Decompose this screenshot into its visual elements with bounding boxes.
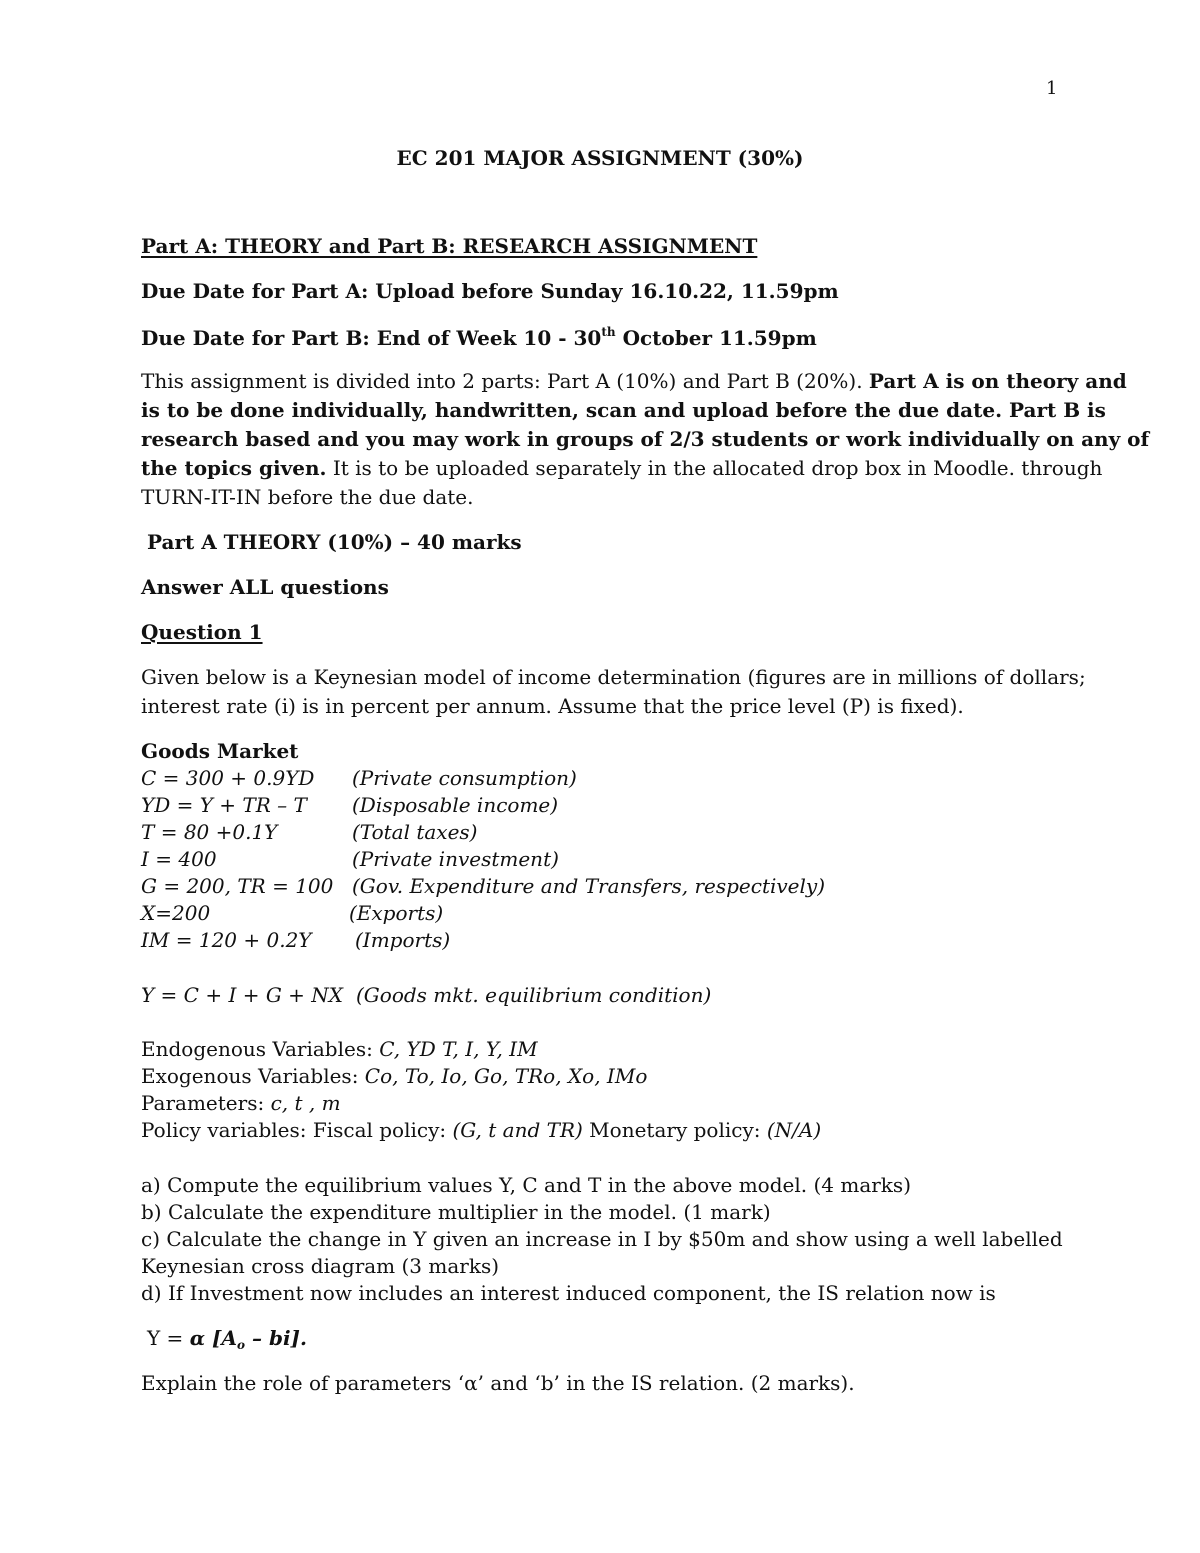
monetary-policy-label: Monetary policy:	[582, 1118, 767, 1142]
due-b-text-end: October 11.59pm	[615, 326, 817, 350]
sub-question-c-line-2: Keynesian cross diagram (3 marks)	[141, 1254, 500, 1278]
parameters	[141, 1093, 341, 1113]
goods-market-heading: Goods Market	[141, 739, 299, 763]
due-date-part-a: Due Date for Part A: Upload before Sunday 16.10.22, 11.59pm	[141, 279, 839, 303]
is-relation-equation	[147, 1328, 307, 1351]
equation-exports: X=200	[141, 901, 211, 925]
question-1-label: Question 1	[141, 620, 263, 644]
parameters-label: Parameters:	[141, 1091, 271, 1115]
is-relation-subscript: o	[237, 1338, 246, 1352]
policy-variables	[141, 1120, 821, 1140]
sub-question-c-line-1: c) Calculate the change in Y given an increase in I by $50m and show using a well labelled	[141, 1227, 1063, 1251]
equation-imports: IM = 120 + 0.2Y	[141, 928, 312, 952]
equation-exports-desc: (Exports)	[349, 901, 444, 925]
intro-line-1-bold: Part A is on theory and	[868, 369, 1127, 393]
equation-disposable-income-desc: (Disposable income)	[352, 793, 559, 817]
intro-line-5: TURN-IT-IN before the due date.	[141, 485, 474, 509]
equation-government: G = 200, TR = 100	[141, 874, 334, 898]
equation-taxes-desc: (Total taxes)	[352, 820, 478, 844]
is-relation-rest: – bi].	[245, 1326, 307, 1350]
intro-line-1-normal: This assignment is divided into 2 parts: Part A (10%) and Part B (20%).	[141, 369, 869, 393]
endogenous-value: C, YD T, I, Y, IM	[379, 1037, 538, 1061]
equation-consumption-desc: (Private consumption)	[352, 766, 577, 790]
exogenous-variables	[141, 1066, 647, 1086]
answer-all-heading: Answer ALL questions	[141, 575, 389, 599]
due-b-text: Due Date for Part B: End of Week 10 - 30	[141, 326, 602, 350]
equilibrium-equation: Y = C + I + G + NX	[141, 983, 344, 1007]
equation-government-desc: (Gov. Expenditure and Transfers, respectively)	[352, 874, 826, 898]
is-relation-y: Y =	[147, 1326, 190, 1350]
intro-line-4-normal: It is to be uploaded separately in the allocated drop box in Moodle. through	[326, 456, 1103, 480]
equation-consumption: C = 300 + 0.9YD	[141, 766, 315, 790]
intro-line-4-bold: the topics given.	[141, 456, 327, 480]
exogenous-label: Exogenous Variables:	[141, 1064, 365, 1088]
exogenous-value: Co, To, Io, Go, TRo, Xo, IMo	[364, 1064, 648, 1088]
intro-line-1	[141, 371, 1127, 391]
sub-question-d: d) If Investment now includes an interest induced component, the IS relation now is	[141, 1281, 996, 1305]
parameters-value: c, t , m	[270, 1091, 341, 1115]
endogenous-label: Endogenous Variables:	[141, 1037, 380, 1061]
intro-line-4	[141, 458, 1102, 478]
explain-question: Explain the role of parameters ‘α’ and ‘b’ in the IS relation. (2 marks).	[141, 1371, 855, 1395]
question-text-line-2: interest rate (i) is in percent per annum. Assume that the price level (P) is fixed).	[141, 694, 964, 718]
equation-taxes: T = 80 +0.1Y	[141, 820, 278, 844]
equation-investment: I = 400	[141, 847, 217, 871]
equation-investment-desc: (Private investment)	[352, 847, 559, 871]
question-text-line-1: Given below is a Keynesian model of income determination (figures are in millions of dollars;	[141, 665, 1086, 689]
due-date-part-b	[141, 326, 817, 348]
policy-label: Policy variables: Fiscal policy:	[141, 1118, 453, 1142]
endogenous-variables	[141, 1039, 538, 1059]
equilibrium-desc: (Goods mkt. equilibrium condition)	[356, 983, 712, 1007]
page-number: 1	[1046, 78, 1058, 99]
equation-imports-desc: (Imports)	[355, 928, 451, 952]
intro-line-3: research based and you may work in groups of 2/3 students or work individually on any of	[141, 427, 1150, 451]
equation-disposable-income: YD = Y + TR – T	[141, 793, 307, 817]
fiscal-policy-value: (G, t and TR)	[452, 1118, 583, 1142]
is-relation-alpha: α [A	[189, 1326, 238, 1350]
monetary-policy-value: (N/A)	[766, 1118, 822, 1142]
intro-line-2: is to be done individually, handwritten, scan and upload before the due date. Part B is	[141, 398, 1106, 422]
sub-question-b: b) Calculate the expenditure multiplier in the model. (1 mark)	[141, 1200, 771, 1224]
sub-question-a: a) Compute the equilibrium values Y, C and T in the above model. (4 marks)	[141, 1173, 911, 1197]
parts-heading: Part A: THEORY and Part B: RESEARCH ASSIGNMENT	[141, 234, 758, 258]
document-title: EC 201 MAJOR ASSIGNMENT (30%)	[396, 146, 804, 170]
due-b-superscript: th	[601, 325, 616, 339]
part-a-heading: Part A THEORY (10%) – 40 marks	[147, 530, 522, 554]
